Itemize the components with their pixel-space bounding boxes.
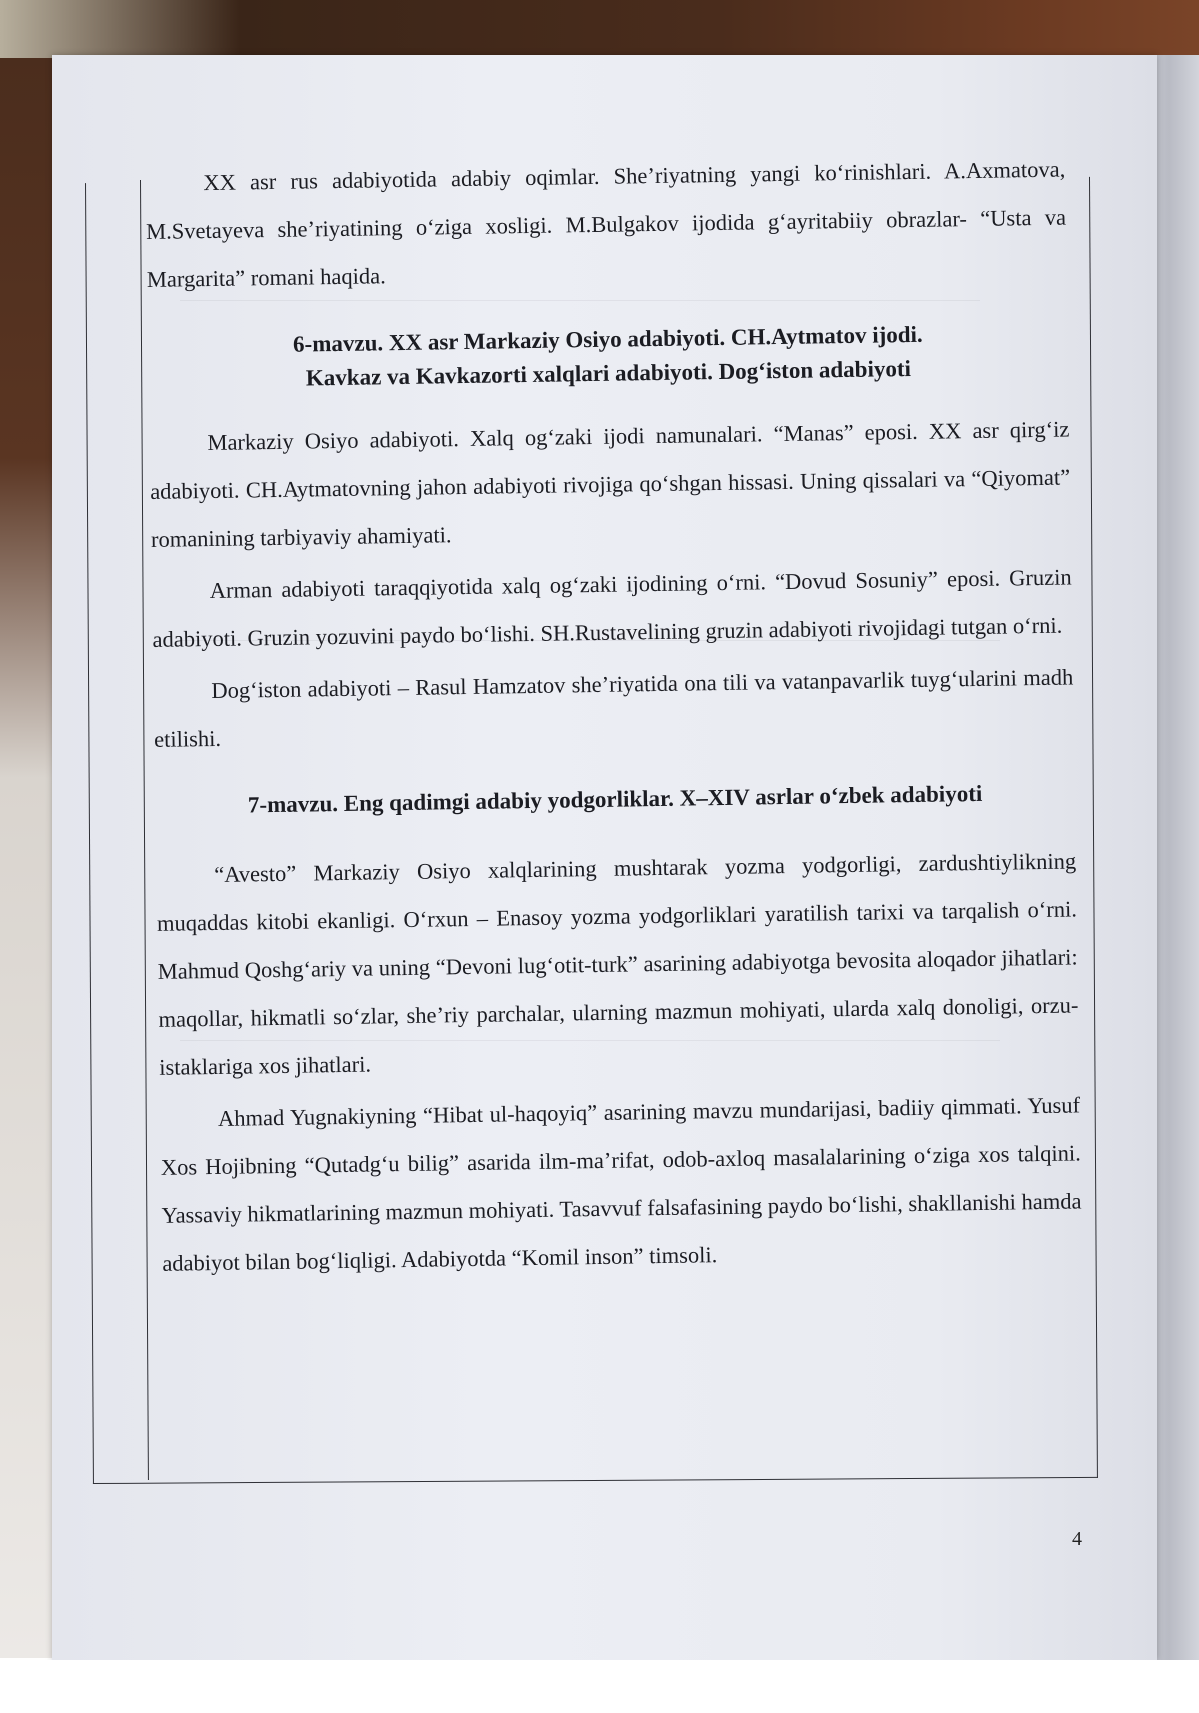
- section-heading: [155, 775, 1075, 823]
- paragraph: Markaziy Osiyo adabiyoti. Xalq og‘zaki ijodi namunalari. “Manas” eposi. XX asr qirg‘iz adabiyoti. CH.Aytmatovning jahon adabiyoti rivojiga qo‘shgan hissasi. Uning qissalari va “Qiyomat” romanining tarbiyaviy ahamiyati.: [150, 416, 1071, 552]
- heading-line: Kavkaz va Kavkazorti xalqlari adabiyoti. Dog‘iston adabiyoti: [305, 355, 912, 391]
- document-body: [145, 146, 1083, 1288]
- heading-line: 7-mavzu. Eng qadimgi adabiy yodgorliklar. X–XIV asrlar o‘zbek adabiyoti: [247, 780, 983, 818]
- section-heading: [148, 316, 1069, 398]
- page-number: 4: [1072, 1528, 1082, 1550]
- heading-line: 6-mavzu. XX asr Markaziy Osiyo adabiyoti. CH.Aytmatov ijodi.: [292, 321, 923, 357]
- bottom-margin: [0, 1660, 1199, 1713]
- paragraph: Ahmad Yugnakiyning “Hibat ul-haqoyiq” asarining mavzu mundarijasi, badiiy qimmati. Yusuf Xos Hojibning “Qutadg‘u bilig” asarida ilm-ma’rifat, odob-axloq masalalarining o‘ziga xos talqini. Yassaviy hikmatlarining mazmun mohiyati. Tasavvuf falsafasining paydo bo‘lishi, shakllanishi hamda adabiyot bilan bog‘liqligi. Adabiyotda “Komil inson” timsoli.: [160, 1092, 1082, 1276]
- paragraph: “Avesto” Markaziy Osiyo xalqlarining mushtarak yozma yodgorligi, zardushtiylikning muqaddas kitobi ekanligi. O‘rxun – Enasoy yozma yodgorliklari yaratilish tarixi va tarqalish o‘rni. Mahmud Qoshg‘ariy va uning “Devoni lug‘otit-turk” asarining adabiyotga bevosita aloqador jihatlari: maqollar, hikmatli so‘zlar, she’riy parchalar, ularning mazmun mohiyati, ularda xalq donoligi, orzu-istaklariga xos jihatlari.: [156, 848, 1079, 1080]
- paragraph: XX asr rus adabiyotida adabiy oqimlar. She’riyatning yangi ko‘rinishlari. A.Axmatova, M.Svetayeva she’riyatining o‘ziga xosligi. M.Bulgakov ijodida g‘ayritabiiy obrazlar- “Usta va Margarita” romani haqida.: [145, 156, 1067, 292]
- desk-background-left: [0, 58, 58, 1658]
- desk-background-top: [0, 0, 1199, 58]
- paragraph: Dog‘iston adabiyoti – Rasul Hamzatov she’riyatida ona tili va vatanpavarlik tuyg‘ularini madh etilishi.: [153, 664, 1074, 752]
- paragraph: Arman adabiyoti taraqqiyotida xalq og‘zaki ijodining o‘rni. “Dovud Sosuniy” eposi. Gruzin adabiyoti. Gruzin yozuvini paydo bo‘lishi. SH.Rustavelining gruzin adabiyoti rivojidagi tutgan o‘rni.: [152, 564, 1072, 652]
